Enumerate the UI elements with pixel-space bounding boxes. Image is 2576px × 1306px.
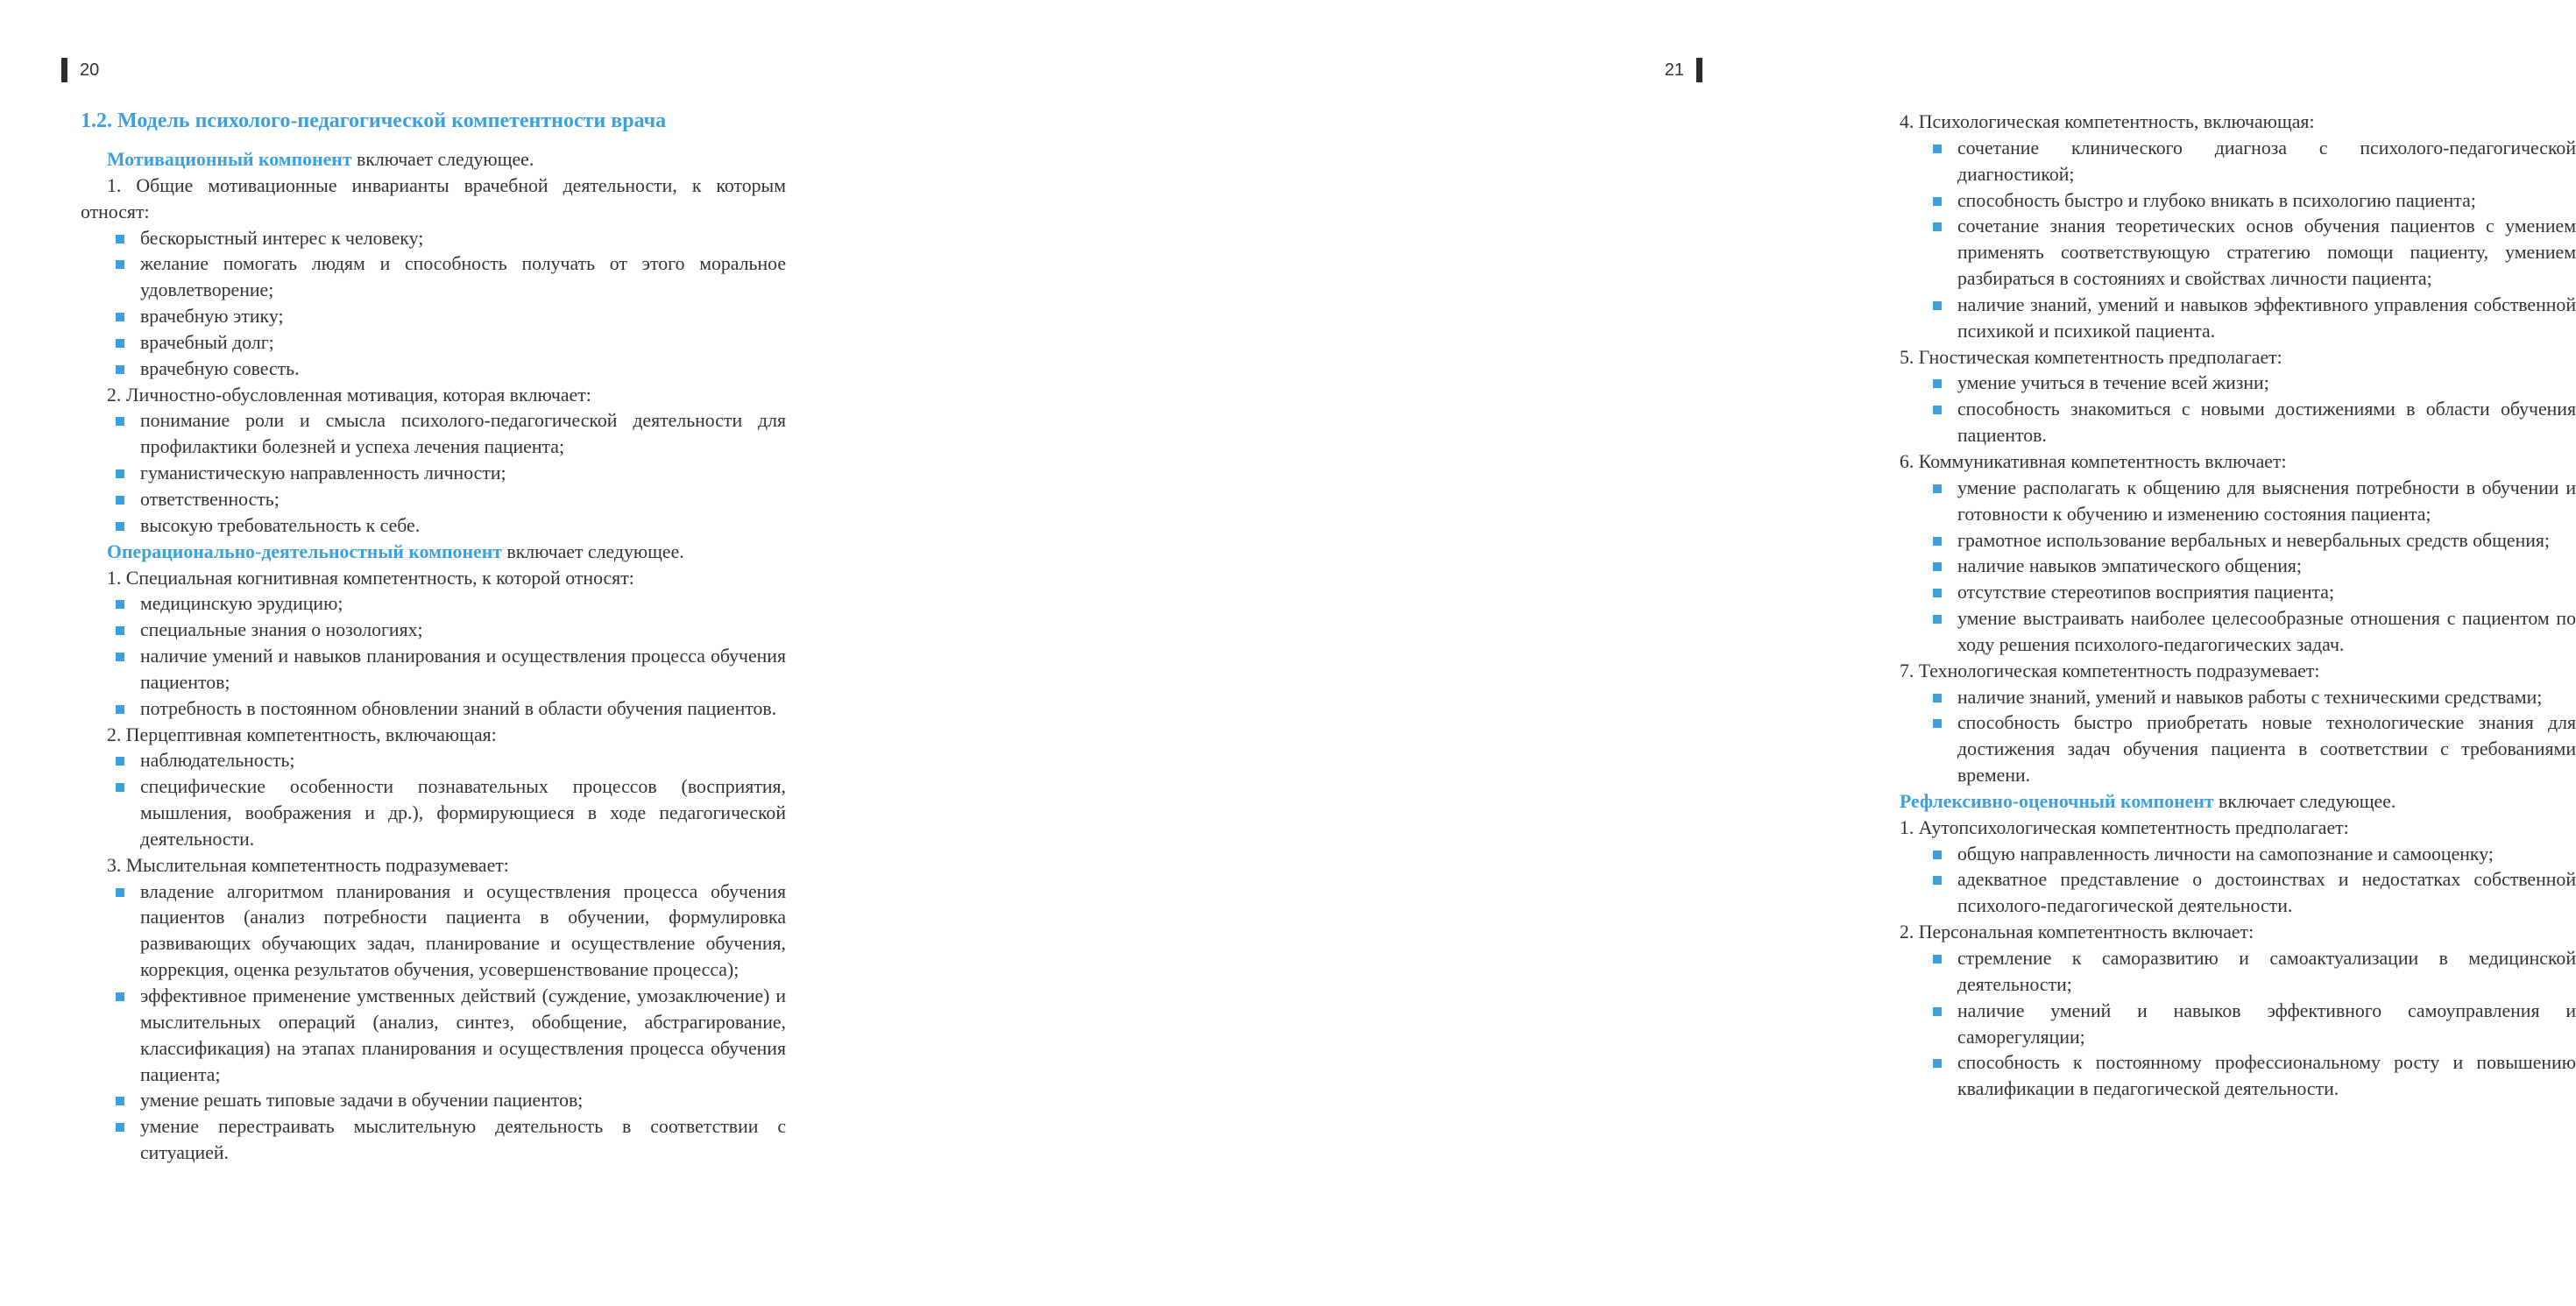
- bullet-item: [1900, 606, 2576, 659]
- bullet-text: высокую требовательность к себе.: [140, 514, 421, 536]
- bullet-item: [81, 226, 786, 252]
- bullet-item: [81, 487, 786, 513]
- items-group: [1900, 815, 2576, 1103]
- bullet-item: [81, 408, 786, 461]
- square-bullet-icon: [116, 888, 124, 897]
- bullet-item: [81, 251, 786, 304]
- bullet-text: специфические особенности познавательных процессов (восприятия, мышления, воображения и др.), формирующиеся в ходе педагогической деятельности.: [140, 776, 786, 850]
- bullet-text: врачебную этику;: [140, 306, 284, 328]
- page-number-left: 20: [61, 58, 99, 82]
- square-bullet-icon: [1933, 615, 1942, 624]
- bullet-text: врачебную совесть.: [140, 357, 300, 379]
- square-bullet-icon: [1933, 955, 1942, 964]
- bullet-item: [81, 774, 786, 853]
- bullet-item: [81, 748, 786, 774]
- square-bullet-icon: [116, 339, 124, 348]
- bullet-text: общую направленность личности на самопознание и самооценку;: [1957, 843, 2494, 865]
- bullet-text: бескорыстный интерес к человеку;: [140, 227, 424, 249]
- square-bullet-icon: [116, 522, 124, 531]
- bullet-item: [81, 644, 786, 696]
- bullet-text: наличие знаний, умений и навыков эффективного управления собственной психикой и психикой пациента.: [1957, 293, 2576, 342]
- numbered-item: 3. Мыслительная компетентность подразумевает:: [107, 854, 509, 876]
- right-page: [876, 0, 2576, 1306]
- bullet-item: [1900, 710, 2576, 789]
- bullet-text: специальные знания о нозологиях;: [140, 619, 423, 641]
- bullet-item: [1900, 842, 2576, 868]
- bullet-item: [81, 1114, 786, 1167]
- square-bullet-icon: [116, 1097, 124, 1105]
- component-label: Операционально-деятельностный компонент: [107, 540, 502, 562]
- section-title: 1.2. Модель психолого-педагогической компетентности врача: [81, 109, 667, 132]
- square-bullet-icon: [1933, 379, 1942, 388]
- square-bullet-icon: [1933, 694, 1942, 702]
- bullet-text: владение алгоритмом планирования и осуществления процесса обучения пациентов (анализ потребности пациента в обучении, формулировка развивающих обучающих задач, планирование и осуществление обучения, коррекция, оценка результатов обучения, усовершенствование процесса);: [140, 880, 786, 981]
- square-bullet-icon: [116, 260, 124, 269]
- component-heading-reflexive: [1900, 789, 2576, 815]
- square-bullet-icon: [116, 1123, 124, 1132]
- bullet-item: [1900, 1050, 2576, 1103]
- items-group: [81, 566, 786, 1167]
- square-bullet-icon: [116, 757, 124, 766]
- square-bullet-icon: [1933, 222, 1942, 231]
- square-bullet-icon: [1933, 719, 1942, 728]
- bullet-text: сочетание клинического диагноза с психолого-педагогической диагностикой;: [1957, 137, 2576, 185]
- bullet-item: [81, 357, 786, 383]
- square-bullet-icon: [1933, 537, 1942, 546]
- bullet-text: эффективное применение умственных действий (суждение, умозаключение) и мыслительных операций (анализ, синтез, обобщение, абстрагирование, классификация) на этапах планирования и осуществления процесса обучения пациента;: [140, 985, 786, 1085]
- right-column: [1900, 109, 2576, 1103]
- numbered-item: 5. Гностическая компетентность предполагает:: [1900, 346, 2282, 368]
- square-bullet-icon: [116, 235, 124, 244]
- items-group: [1900, 109, 2576, 789]
- bullet-item: [1900, 136, 2576, 188]
- bullet-item: [1900, 214, 2576, 293]
- component-heading-motivational: [81, 147, 786, 173]
- square-bullet-icon: [1933, 1007, 1942, 1016]
- bullet-item: [81, 696, 786, 723]
- bullet-item: [1900, 188, 2576, 215]
- numbered-item: 1. Аутопсихологическая компетентность предполагает:: [1900, 816, 2349, 838]
- bullet-item: [81, 513, 786, 540]
- bullet-item: [81, 304, 786, 330]
- numbered-item: 6. Коммуникативная компетентность включает:: [1900, 450, 2287, 472]
- bullet-text: грамотное использование вербальных и невербальных средств общения;: [1957, 529, 2550, 551]
- component-label: Мотивационный компонент: [107, 149, 352, 170]
- bullet-text: наличие навыков эмпатического общения;: [1957, 555, 2302, 577]
- bullet-item: [1900, 554, 2576, 580]
- bullet-text: адекватное представление о достоинствах и недостатках собственной психолого-педагогической деятельности.: [1957, 869, 2576, 917]
- bullet-text: способность знакомиться с новыми достижениями в области обучения пациентов.: [1957, 399, 2576, 447]
- bullet-text: способность быстро приобретать новые технологические знания для достижения задач обучения пациента в соответствии с требованиями времени.: [1957, 712, 2576, 787]
- bullet-text: наличие умений и навыков планирования и осуществления процесса обучения пациентов;: [140, 646, 786, 693]
- bullet-item: [81, 618, 786, 644]
- square-bullet-icon: [1933, 406, 1942, 414]
- bullet-item: [81, 591, 786, 618]
- bullet-text: способность к постоянному профессиональному росту и повышению квалификации в педагогической деятельности.: [1957, 1052, 2576, 1100]
- bullet-item: [81, 879, 786, 984]
- bullet-text: умение учиться в течение всей жизни;: [1957, 372, 2269, 394]
- bullet-item: [1900, 685, 2576, 711]
- bullet-item: [1900, 580, 2576, 606]
- square-bullet-icon: [1933, 145, 1942, 153]
- bullet-text: способность быстро и глубоко вникать в психологию пациента;: [1957, 189, 2476, 211]
- square-bullet-icon: [1933, 876, 1942, 885]
- numbered-item: 2. Персональная компетентность включает:: [1900, 921, 2254, 943]
- component-heading-operational: [81, 540, 786, 566]
- bullet-text: гуманистическую направленность личности;: [140, 462, 506, 484]
- bullet-item: [81, 1088, 786, 1114]
- bullet-item: [81, 330, 786, 357]
- bullet-item: [1900, 293, 2576, 345]
- square-bullet-icon: [116, 469, 124, 478]
- numbered-item: 7. Технологическая компетентность подразумевает:: [1900, 660, 2320, 681]
- numbered-item: 2. Перцептивная компетентность, включающая:: [107, 724, 497, 745]
- bullet-text: наблюдательность;: [140, 750, 295, 772]
- numbered-item: 1. Общие мотивационные инварианты врачебной деятельности, к которым относят:: [81, 174, 786, 222]
- bullet-item: [1900, 946, 2576, 999]
- bullet-text: умение перестраивать мыслительную деятельность в соответствии с ситуацией.: [140, 1116, 786, 1164]
- left-page: [0, 0, 876, 1306]
- bullet-text: потребность в постоянном обновлении знаний в области обучения пациентов.: [140, 697, 777, 719]
- bullet-text: умение располагать к общению для выяснения потребности в обучении и готовности к обучению и изменению состояния пациента;: [1957, 477, 2576, 525]
- bullet-text: наличие знаний, умений и навыков работы с техническими средствами;: [1957, 686, 2543, 708]
- bullet-item: [1900, 867, 2576, 920]
- bullet-item: [1900, 528, 2576, 554]
- square-bullet-icon: [116, 365, 124, 374]
- bullet-text: стремление к саморазвитию и самоактуализации в медицинской деятельности;: [1957, 948, 2576, 995]
- square-bullet-icon: [116, 600, 124, 609]
- component-rest: включает следующее.: [2213, 790, 2396, 812]
- square-bullet-icon: [116, 496, 124, 505]
- bullet-text: отсутствие стереотипов восприятия пациента;: [1957, 582, 2335, 604]
- numbered-item: 4. Психологическая компетентность, включающая:: [1900, 111, 2315, 132]
- square-bullet-icon: [1933, 562, 1942, 571]
- bullet-text: наличие умений и навыков эффективного самоуправления и саморегуляции;: [1957, 999, 2576, 1048]
- component-rest: включает следующее.: [501, 540, 684, 562]
- square-bullet-icon: [1933, 197, 1942, 206]
- square-bullet-icon: [116, 992, 124, 1001]
- square-bullet-icon: [116, 653, 124, 661]
- square-bullet-icon: [1933, 301, 1942, 310]
- numbered-item: 1. Специальная когнитивная компетентность, к которой относят:: [107, 567, 634, 589]
- bullet-text: ответственность;: [140, 488, 280, 510]
- square-bullet-icon: [1933, 1059, 1942, 1068]
- bullet-item: [81, 461, 786, 487]
- square-bullet-icon: [1933, 484, 1942, 493]
- bullet-text: понимание роли и смысла психолого-педагогической деятельности для профилактики болезней и успеха лечения пациента;: [140, 410, 786, 458]
- bullet-item: [1900, 371, 2576, 397]
- bullet-text: медицинскую эрудицию;: [140, 593, 343, 615]
- left-column: [81, 107, 786, 1167]
- square-bullet-icon: [116, 626, 124, 635]
- square-bullet-icon: [116, 783, 124, 792]
- bullet-item: [1900, 999, 2576, 1051]
- items-group: [81, 173, 786, 540]
- square-bullet-icon: [116, 705, 124, 714]
- bullet-text: сочетание знания теоретических основ обучения пациентов с умением применять соответствующую стратегию помощи пациенту, умением разбираться в состояниях и свойствах личности пациента;: [1957, 215, 2576, 290]
- bullet-text: умение выстраивать наиболее целесообразные отношения с пациентом по ходу решения психолого-педагогических задач.: [1957, 608, 2576, 655]
- bullet-text: желание помогать людям и способность получать от этого моральное удовлетворение;: [140, 253, 786, 301]
- component-rest: включает следующее.: [351, 149, 534, 170]
- square-bullet-icon: [116, 313, 124, 321]
- square-bullet-icon: [116, 417, 124, 426]
- component-label: Рефлексивно-оценочный компонент: [1900, 790, 2214, 812]
- numbered-item: 2. Личностно-обусловленная мотивация, которая включает:: [107, 384, 591, 406]
- bullet-text: умение решать типовые задачи в обучении пациентов;: [140, 1090, 584, 1112]
- square-bullet-icon: [1933, 589, 1942, 597]
- page-number-right: 21: [1665, 58, 1702, 82]
- bullet-text: врачебный долг;: [140, 331, 274, 353]
- square-bullet-icon: [1933, 851, 1942, 859]
- bullet-item: [81, 984, 786, 1088]
- bullet-item: [1900, 397, 2576, 449]
- bullet-item: [1900, 476, 2576, 528]
